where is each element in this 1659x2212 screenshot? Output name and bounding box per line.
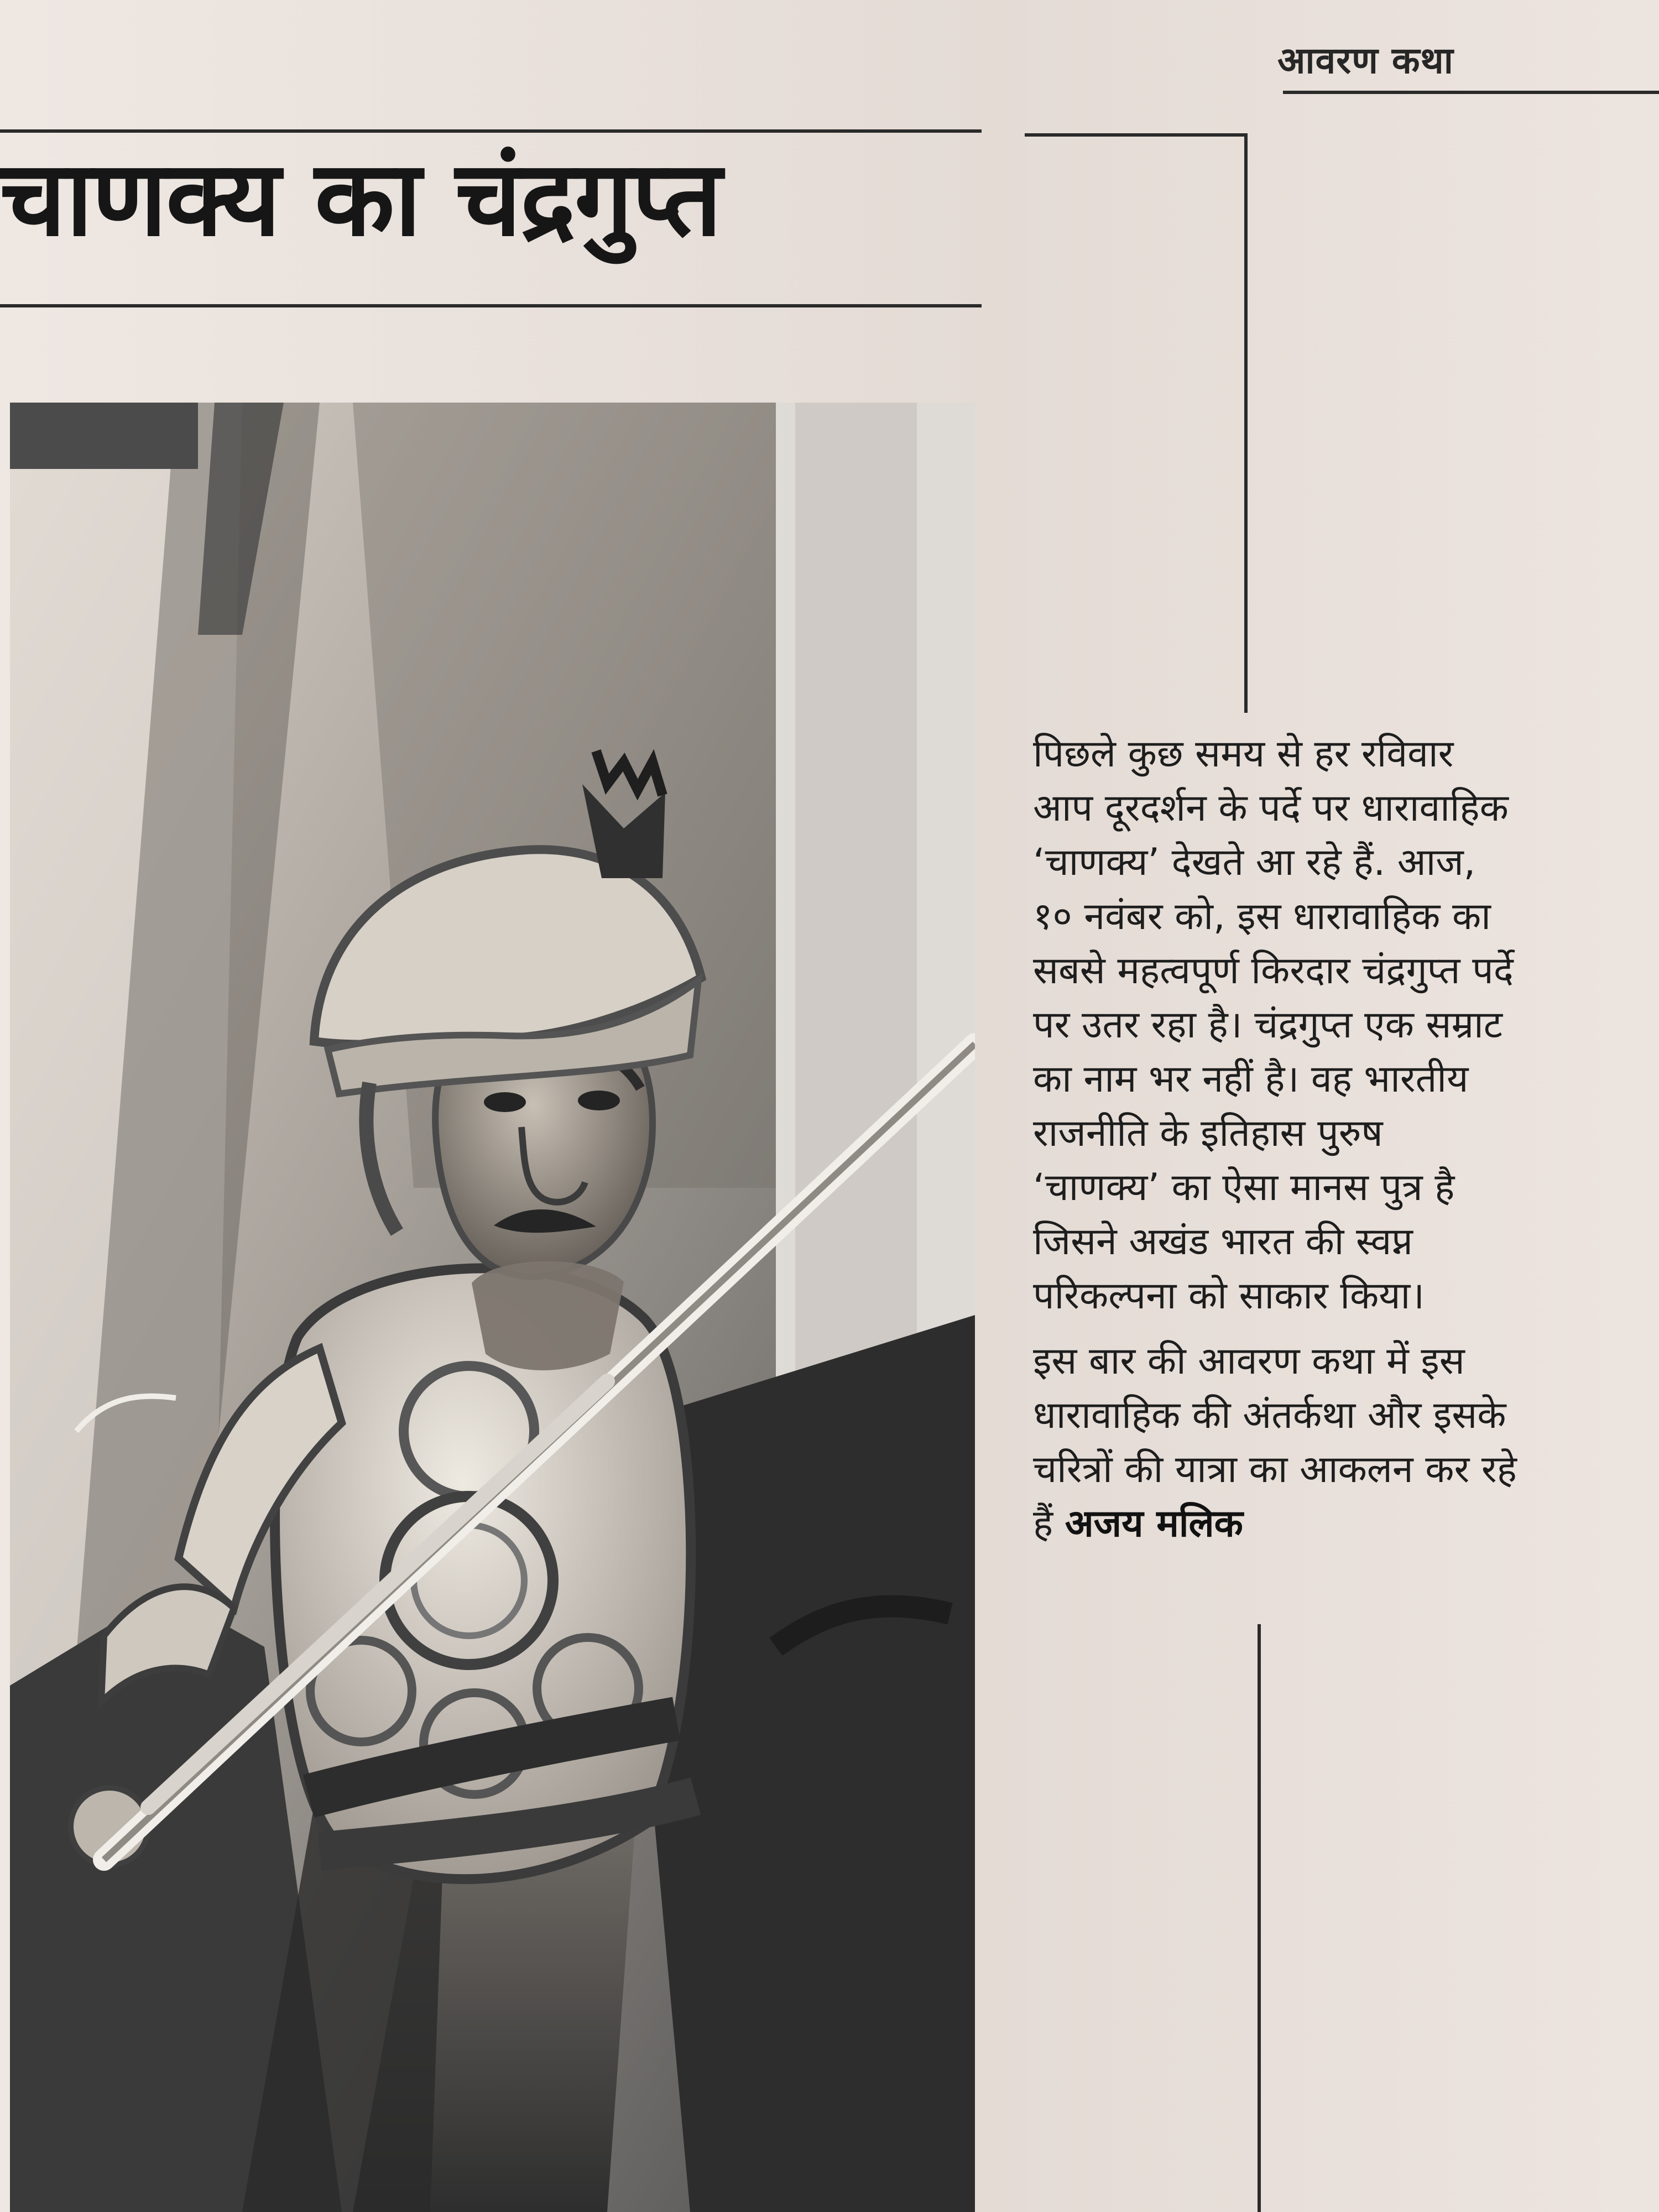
intro-paragraph-2	[1033, 1334, 1520, 1551]
headline-top-rule	[0, 129, 982, 133]
column-frame-right	[1244, 133, 1248, 713]
headline: चाणक्य का चंद्रगुप्त	[0, 138, 721, 259]
section-label-rule	[1283, 91, 1659, 94]
headline-bottom-rule	[0, 304, 982, 307]
warrior-photo	[10, 403, 975, 2212]
section-label: आवरण कथा	[1277, 39, 1454, 82]
column-frame-bottom-right	[1258, 1624, 1261, 2212]
author-name: अजय मलिक	[1065, 1502, 1243, 1546]
intro-paragraph-2-text: इस बार की आवरण कथा में इस धारावाहिक की अंतर्कथा और इसके चरित्रों की यात्रा का आकलन कर रहे हैं	[1033, 1339, 1517, 1546]
column-frame-top	[1025, 133, 1248, 137]
intro-paragraph-1: पिछले कुछ समय से हर रविवार आप दूरदर्शन के पर्दे पर धारावाहिक ‘चाणक्य’ देखते आ रहे हैं. आज, १० नवंबर को, इस धारावाहिक का सबसे महत्वपूर्ण किरदार चंद्रगुप्त पर्दे पर उतर रहा है। चंद्रगुप्त एक सम्राट का नाम भर नहीं है। वह भारतीय राजनीति के इतिहास पुरुष ‘चाणक्य’ का ऐसा मानस पुत्र है जिसने अखंड भारत की स्वप्न परिकल्पना को साकार किया।	[1033, 732, 1514, 1318]
warrior-image	[10, 403, 975, 2212]
intro-text	[1033, 727, 1520, 1551]
